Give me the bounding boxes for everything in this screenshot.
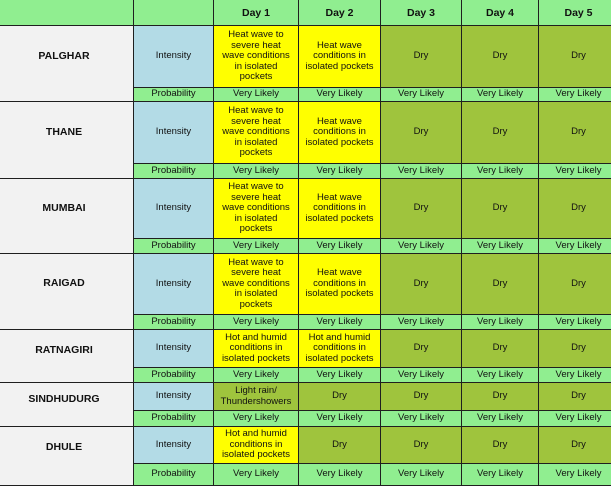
probability-day-4: Very Likely — [461, 314, 539, 330]
district-name: THANE — [0, 101, 134, 179]
probability-day-3: Very Likely — [380, 238, 462, 254]
probability-day-1: Very Likely — [213, 238, 299, 254]
probability-label: Probability — [133, 463, 214, 486]
district-name: RATNAGIRI — [0, 329, 134, 383]
probability-day-1: Very Likely — [213, 87, 299, 102]
intensity-day-3: Dry — [380, 382, 462, 411]
probability-day-3: Very Likely — [380, 367, 462, 383]
probability-label: Probability — [133, 238, 214, 254]
intensity-day-5: Dry — [538, 329, 611, 368]
intensity-day-5: Dry — [538, 101, 611, 164]
intensity-label: Intensity — [133, 178, 214, 239]
probability-day-3: Very Likely — [380, 163, 462, 179]
district-name: DHULE — [0, 426, 134, 486]
intensity-day-4: Dry — [461, 382, 539, 411]
intensity-day-1: Heat wave to severe heat wave conditions in isolated pockets — [213, 101, 299, 164]
probability-day-5: Very Likely — [538, 367, 611, 383]
probability-label: Probability — [133, 87, 214, 102]
intensity-label: Intensity — [133, 382, 214, 411]
intensity-day-3: Dry — [380, 25, 462, 88]
intensity-day-2: Heat wave conditions in isolated pockets — [298, 178, 381, 239]
intensity-day-1: Hot and humid conditions in isolated pockets — [213, 426, 299, 464]
intensity-day-2: Dry — [298, 426, 381, 464]
district-name: PALGHAR — [0, 25, 134, 102]
intensity-day-5: Dry — [538, 426, 611, 464]
intensity-day-4: Dry — [461, 25, 539, 88]
probability-day-1: Very Likely — [213, 163, 299, 179]
probability-day-3: Very Likely — [380, 463, 462, 486]
intensity-day-4: Dry — [461, 253, 539, 315]
probability-day-2: Very Likely — [298, 238, 381, 254]
intensity-day-1: Heat wave to severe heat wave conditions in isolated pockets — [213, 178, 299, 239]
intensity-label: Intensity — [133, 253, 214, 315]
header-probability-cell — [133, 0, 214, 26]
probability-day-1: Very Likely — [213, 410, 299, 427]
intensity-day-2: Heat wave conditions in isolated pockets — [298, 253, 381, 315]
intensity-label: Intensity — [133, 426, 214, 464]
probability-day-2: Very Likely — [298, 163, 381, 179]
probability-label: Probability — [133, 410, 214, 427]
probability-day-4: Very Likely — [461, 367, 539, 383]
probability-day-1: Very Likely — [213, 463, 299, 486]
intensity-day-2: Heat wave conditions in isolated pockets — [298, 25, 381, 88]
intensity-day-1: Heat wave to severe heat wave conditions in isolated pockets — [213, 25, 299, 88]
intensity-day-1: Heat wave to severe heat wave conditions in isolated pockets — [213, 253, 299, 315]
intensity-day-5: Dry — [538, 25, 611, 88]
probability-day-5: Very Likely — [538, 87, 611, 102]
probability-day-3: Very Likely — [380, 87, 462, 102]
probability-day-2: Very Likely — [298, 314, 381, 330]
intensity-day-5: Dry — [538, 178, 611, 239]
intensity-day-2: Hot and humid conditions in isolated pockets — [298, 329, 381, 368]
intensity-day-3: Dry — [380, 101, 462, 164]
intensity-day-3: Dry — [380, 329, 462, 368]
intensity-day-4: Dry — [461, 426, 539, 464]
probability-day-5: Very Likely — [538, 410, 611, 427]
intensity-day-3: Dry — [380, 178, 462, 239]
probability-day-4: Very Likely — [461, 463, 539, 486]
district-name: MUMBAI — [0, 178, 134, 254]
intensity-day-4: Dry — [461, 178, 539, 239]
probability-day-5: Very Likely — [538, 238, 611, 254]
probability-label: Probability — [133, 314, 214, 330]
intensity-day-4: Dry — [461, 101, 539, 164]
intensity-day-5: Dry — [538, 382, 611, 411]
probability-day-3: Very Likely — [380, 314, 462, 330]
probability-day-2: Very Likely — [298, 87, 381, 102]
probability-day-1: Very Likely — [213, 367, 299, 383]
probability-day-4: Very Likely — [461, 87, 539, 102]
probability-day-2: Very Likely — [298, 410, 381, 427]
intensity-label: Intensity — [133, 101, 214, 164]
header-day-3: Day 3 — [380, 0, 462, 26]
district-name: RAIGAD — [0, 253, 134, 330]
probability-day-4: Very Likely — [461, 238, 539, 254]
probability-day-1: Very Likely — [213, 314, 299, 330]
header-day-5: Day 5 — [538, 0, 611, 26]
probability-day-5: Very Likely — [538, 163, 611, 179]
intensity-label: Intensity — [133, 25, 214, 88]
probability-day-4: Very Likely — [461, 163, 539, 179]
intensity-day-2: Heat wave conditions in isolated pockets — [298, 101, 381, 164]
intensity-day-3: Dry — [380, 426, 462, 464]
intensity-label: Intensity — [133, 329, 214, 368]
probability-day-3: Very Likely — [380, 410, 462, 427]
probability-day-2: Very Likely — [298, 367, 381, 383]
intensity-day-3: Dry — [380, 253, 462, 315]
probability-day-4: Very Likely — [461, 410, 539, 427]
header-day-1: Day 1 — [213, 0, 299, 26]
intensity-day-4: Dry — [461, 329, 539, 368]
probability-label: Probability — [133, 367, 214, 383]
probability-label: Probability — [133, 163, 214, 179]
probability-day-5: Very Likely — [538, 314, 611, 330]
intensity-day-5: Dry — [538, 253, 611, 315]
probability-day-5: Very Likely — [538, 463, 611, 486]
intensity-day-2: Dry — [298, 382, 381, 411]
header-corner-cell — [0, 0, 134, 26]
header-day-4: Day 4 — [461, 0, 539, 26]
intensity-day-1: Hot and humid conditions in isolated pockets — [213, 329, 299, 368]
district-name: SINDHUDURG — [0, 382, 134, 427]
header-day-2: Day 2 — [298, 0, 381, 26]
intensity-day-1: Light rain/ Thundershowers — [213, 382, 299, 411]
probability-day-2: Very Likely — [298, 463, 381, 486]
